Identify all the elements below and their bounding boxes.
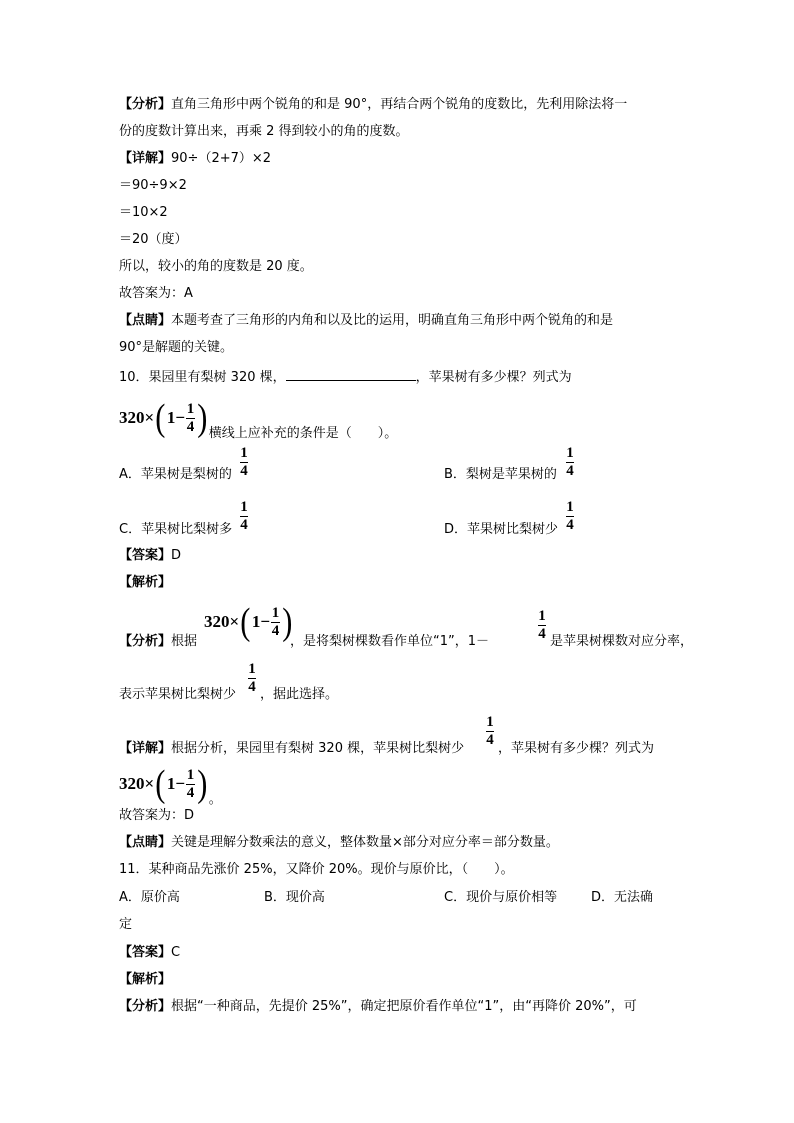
option-d[interactable]: D．苹果树比梨树少 (444, 522, 559, 537)
analysis-paragraph-line2: 份的度数计算出来，再乘 2 得到较小的角的度数。 (119, 124, 409, 139)
answer-label: 【答案】 (119, 548, 172, 563)
formula-expression: 320× ( 1− 1 4 ) (204, 601, 293, 643)
option-b[interactable]: B．现价高 (264, 890, 325, 905)
q10-analysis-line2: 表示苹果树比梨树少 (119, 687, 237, 702)
q11-analysis-line: 【分析】根据“一种商品，先提价 25%”，确定把原价看作单位“1”，由“再降价 20%”，可 (119, 999, 637, 1014)
analysis-paragraph-line1: 【分析】直角三角形中两个锐角的和是 90°，再结合两个锐角的度数比，先利用除法将一 (119, 97, 628, 112)
analysis-label: 【分析】 (119, 634, 172, 649)
option-d[interactable]: D．无法确 (591, 890, 654, 905)
comment-label: 【点睛】 (119, 835, 172, 850)
comment-label: 【点睛】 (119, 313, 172, 328)
option-c[interactable]: C．苹果树比梨树多 (119, 522, 233, 537)
option-a[interactable]: A．苹果树是梨树的 (119, 467, 232, 482)
comment-line2: 90°是解题的关键。 (119, 340, 234, 355)
conclusion-text: 所以，较小的角的度数是 20 度。 (119, 259, 313, 274)
formula-expression: 320× ( 1− 1 4 ) (119, 397, 208, 439)
comment-line1: 【点睛】本题考查了三角形的内角和以及比的运用，明确直角三角形中两个锐角的和是 (119, 313, 614, 328)
detail-label: 【详解】 (119, 741, 172, 756)
fraction: 1 4 (486, 714, 494, 748)
fraction: 1 4 (240, 499, 248, 533)
fraction: 1 4 (566, 499, 574, 533)
calc-step: ＝90÷9×2 (119, 178, 187, 193)
detail-expression: 90÷（2+7）×2 (171, 151, 272, 166)
answer-value: D (171, 548, 182, 563)
fraction: 1 4 (248, 661, 256, 695)
detail-line (119, 151, 271, 167)
solution-label: 【解析】 (119, 575, 172, 590)
answer-label: 【答案】 (119, 945, 172, 960)
analysis-label: 【分析】 (119, 999, 172, 1014)
fraction: 1 4 (538, 608, 546, 642)
option-d-wrap: 定 (119, 917, 133, 932)
solution-label: 【解析】 (119, 972, 172, 987)
calc-step: ＝10×2 (119, 205, 168, 220)
option-a[interactable]: A．原价高 (119, 890, 180, 905)
answer-line (119, 548, 181, 564)
question-11-stem: 11．某种商品先涨价 25%，又降价 20%。现价与原价比，（ ）。 (119, 862, 514, 877)
q10-detail-expression: 320× ( 1− 1 4 ) 。 (119, 763, 222, 807)
question-10-expression-line: 320× ( 1− 1 4 ) 横线上应补充的条件是（ ）。 (119, 397, 398, 441)
answer-value: C (171, 945, 181, 960)
formula-expression: 320× ( 1− 1 4 ) (119, 763, 208, 805)
calc-step: ＝20（度） (119, 232, 188, 247)
q10-analysis-line1-cont: ，是将梨树棵数看作单位“1”，1－ (290, 634, 490, 649)
question-10-stem: 10．果园里有梨树 320 棵， ，苹果树有多少棵？列式为 (119, 367, 572, 386)
analysis-label: 【分析】 (119, 97, 172, 112)
q10-analysis-line1: 【分析】根据 (119, 634, 198, 649)
option-c[interactable]: C．现价与原价相等 (444, 890, 558, 905)
fraction: 1 4 (566, 445, 574, 479)
fraction: 1 4 (240, 445, 248, 479)
option-b[interactable]: B．梨树是苹果树的 (444, 467, 557, 482)
answer-line (119, 945, 180, 961)
detail-label: 【详解】 (119, 151, 172, 166)
q10-analysis-line1-end: 是苹果树棵数对应分率， (550, 634, 694, 649)
comment-line: 【点睛】关键是理解分数乘法的意义，整体数量×部分对应分率＝部分数量。 (119, 835, 559, 850)
q10-detail-line: 【详解】根据分析，果园里有梨树 320 棵，苹果树比梨树少 (119, 741, 465, 756)
answer-line: 故答案为：A (119, 286, 193, 301)
fill-blank[interactable] (286, 367, 416, 381)
answer-line: 故答案为：D (119, 808, 195, 823)
question-number: 10． (119, 370, 149, 385)
question-number: 11． (119, 862, 149, 877)
